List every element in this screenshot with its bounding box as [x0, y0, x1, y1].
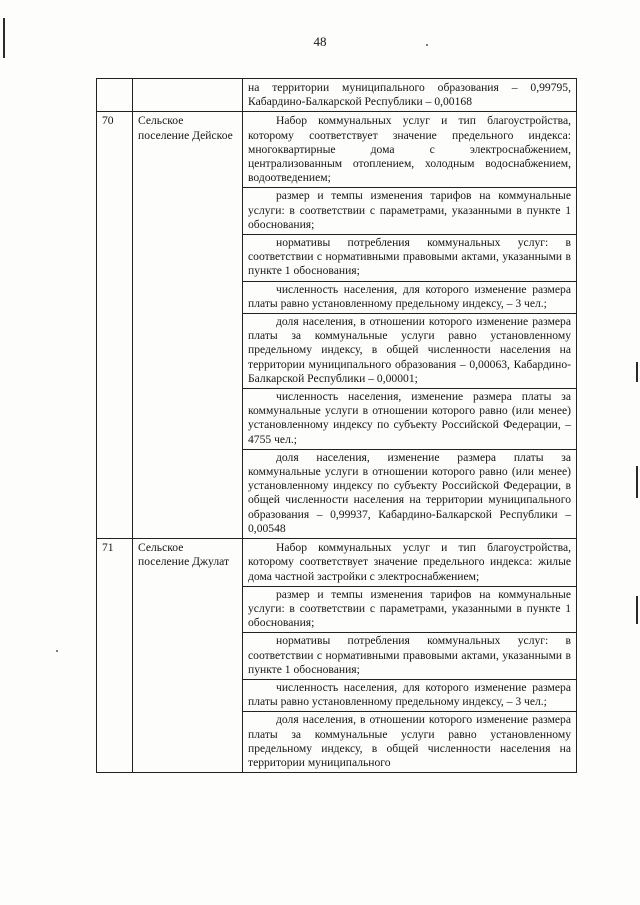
- table-row-70: [97, 112, 577, 539]
- scan-speck: [56, 650, 58, 652]
- paragraph: на территории муниципального образования – 0,99795, Кабардино-Балкарской Республики – 0,00168: [248, 81, 571, 109]
- paragraph: численность населения, для которого изменение размера платы равно установленному предельному индексу, – 3 чел.;: [248, 680, 571, 709]
- cell-body: [243, 539, 577, 773]
- cell-number: [97, 79, 133, 112]
- paragraph: нормативы потребления коммунальных услуг: в соответствии с нормативными правовыми актами, указанными в пункте 1 обоснования;: [248, 634, 571, 676]
- paragraph: численность населения, для которого изменение размера платы равно установленному предельному индексу, – 3 чел.;: [248, 282, 571, 310]
- cell-settlement-name: Сельское поселение Дейское: [133, 112, 243, 539]
- divider: [243, 632, 576, 633]
- table-row-71: [97, 539, 577, 773]
- divider: [243, 187, 576, 188]
- divider: [243, 679, 576, 680]
- divider: [243, 388, 576, 389]
- paragraph: нормативы потребления коммунальных услуг: в соответствии с нормативными правовыми актами, указанными в пункте 1 обоснования;: [248, 236, 571, 278]
- scan-edge-mark-right-3: [636, 596, 638, 624]
- divider: [243, 586, 576, 587]
- scan-edge-mark-right-1: [636, 362, 638, 382]
- cell-number: 71: [97, 539, 133, 773]
- scan-edge-mark-right-2: [636, 466, 638, 498]
- cell-name: [133, 79, 243, 112]
- divider: [243, 281, 576, 282]
- divider: [243, 711, 576, 712]
- paragraph: Набор коммунальных услуг и тип благоустройства, которому соответствует значение предельного индекса: жилые дома частной застройки с электроснабжением;: [248, 541, 571, 583]
- paragraph: доля населения, в отношении которого изменение размера платы за коммунальные услуги равно установленному предельному индексу, в общей численности населения на территории муниципального образования – 0,00063, Кабардино-Балкарской Республики – 0,00001;: [248, 315, 571, 385]
- paragraph: размер и темпы изменения тарифов на коммунальные услуги: в соответствии с параметрами, указанными в пункте 1 обоснования;: [248, 189, 571, 231]
- paragraph: численность населения, изменение размера платы за коммунальные услуги в отношении которого равно (или менее) установленному индексу по субъекту Российской Федерации, – 4755 чел.;: [248, 390, 571, 446]
- cell-body: [243, 79, 577, 112]
- paragraph: размер и темпы изменения тарифов на коммунальные услуги: в соответствии с параметрами, указанными в пункте 1 обоснования;: [248, 587, 571, 630]
- divider: [243, 234, 576, 235]
- paragraph: доля населения, в отношении которого изменение размера платы за коммунальные услуги равно установленному предельному индексу, в общей численности населения на территории муниципального: [248, 713, 571, 769]
- paragraph: Набор коммунальных услуг и тип благоустройства, которому соответствует значение предельного индекса: многоквартирные дома с электроснабжением, централизованным отоплением, холодным водоснабжением, водоотведением;: [248, 114, 571, 185]
- paragraph: доля населения, изменение размера платы за коммунальные услуги в отношении которого равно (или менее) установленному индексу по субъекту Российской Федерации, в общей численности населения на территории муниципального образования – 0,99937, Кабардино-Балкарской Республики – 0,00548: [248, 450, 571, 535]
- document-table: [96, 78, 577, 773]
- cell-number: 70: [97, 112, 133, 539]
- cell-settlement-name: Сельское поселение Джулат: [133, 539, 243, 773]
- table-row-continuation: [97, 79, 577, 112]
- divider: [243, 449, 576, 450]
- page-number: 48: [313, 34, 327, 49]
- cell-body: [243, 112, 577, 539]
- divider: [243, 313, 576, 314]
